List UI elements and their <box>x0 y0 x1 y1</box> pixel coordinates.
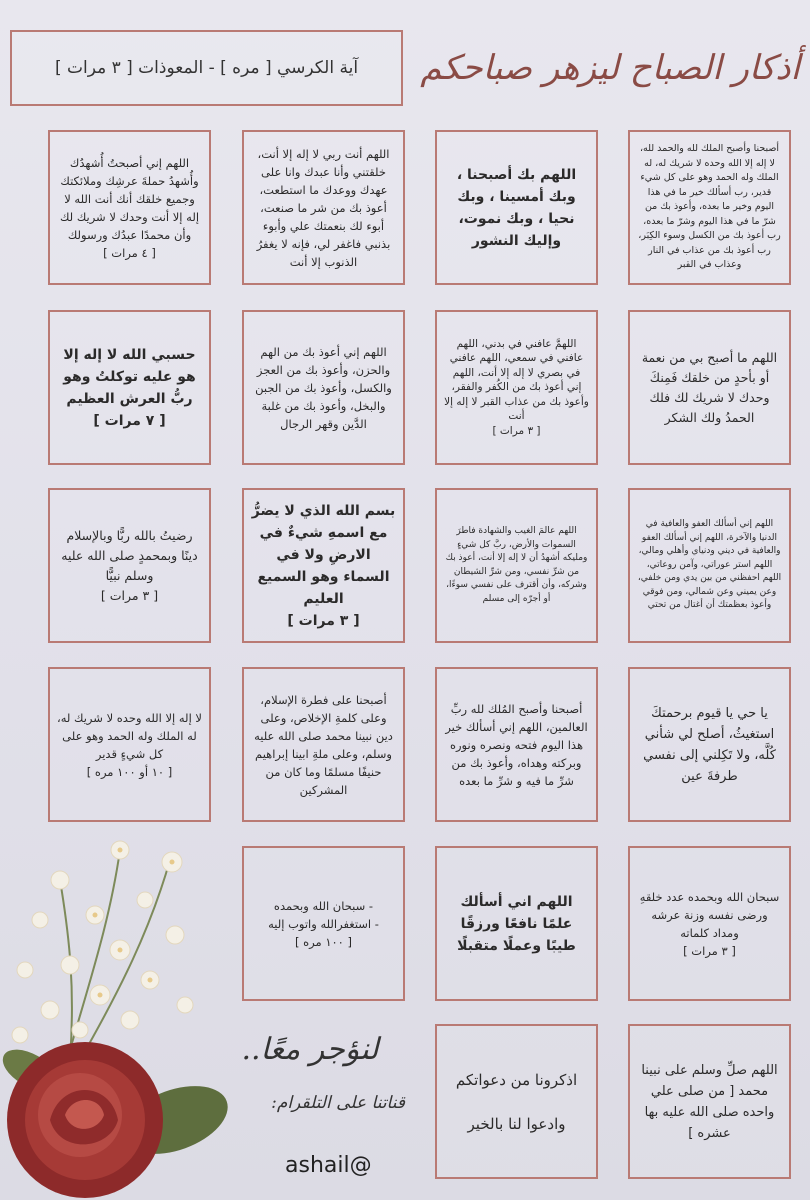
channel-handle: ashail@ <box>285 1153 372 1178</box>
flower-decoration <box>0 820 240 1200</box>
page-title: أذكار الصباح ليزهر صباحكم <box>420 48 800 88</box>
promo-line-2: قناتنا على التلقرام: <box>271 1093 405 1113</box>
dhikr-card-7: اللهم إني أعوذ بك من الهم والحزن، وأعوذ بك من العجز والكسل، وأعوذ بك من الجبن والبخل، وأعوذ بك من غلبة الدَّين وقهر الرجال <box>242 310 405 465</box>
dhikr-card-12: رضيتُ بالله ربًّا وبالإسلام دينًا وبمحمدٍ صلى الله عليه وسلم نبيًّا [ ٣ مرات ] <box>48 488 211 643</box>
dhikr-card-10: اللهم عالمَ الغيب والشهادة فاطرَ السموات والأرض، ربَّ كل شيءٍ ومليكه أشهدُ أن لا إله إلا أنت، أعوذ بك من شرِّ نفسي، ومن شرِّ الشيطان وشركه، وأن أقترف على نفسي سوءًا، أو أجرّه إلى مسلم <box>435 488 598 643</box>
dhikr-card-18: اللهم اني أسألك علمًا نافعًا ورزقًا طيبًا وعملًا متقبلًا <box>435 846 598 1001</box>
dhikr-card-13: يا حي يا قيوم برحمتكَ استغيثُ، أصلح لي شأني كُلَّه، ولا تَكِلني إلى نفسي طرفةَ عين <box>628 667 791 822</box>
dhikr-card-1: أصبحنا وأصبح الملك لله والحمد لله، لا إله إلا الله وحده لا شريك له، له الملك وله الحمد وهو على كل شيء قدير، رب أسألك خير ما في هذا اليوم وخير ما بعده، وأعوذ بك من شرّ ما في هذا اليوم وشرّ ما بعده، رب أعوذ بك من الكسل وسوء الكِبَر، رب أعوذ بك من عذاب في النار وعذاب في القبر <box>628 130 791 285</box>
dhikr-card-21: اذكرونا من دعواتكم وادعوا لنا بالخير <box>435 1024 598 1179</box>
dhikr-card-11: بسم الله الذي لا يضرُّ مع اسمهِ شيءٌ في الارضِ ولا في السماء وهو السميع العليم [ ٣ مرات ] <box>242 488 405 643</box>
dhikr-card-5: اللهم ما أصبح بي من نعمة أو بأحدٍ من خلقك فَمِنكَ وحدك لا شريك لك فلك الحمدُ ولك الشكر <box>628 310 791 465</box>
dhikr-card-17: سبحان الله وبحمده عدد خلقهِ ورضى نفسه وزنة عرشه ومداد كلماته [ ٣ مرات ] <box>628 846 791 1001</box>
dhikr-card-2: اللهم بك أصبحنا ، وبك أمسينا ، وبك نحيا ، وبك نموت، وإليك النشور <box>435 130 598 285</box>
dhikr-card-20: اللهم صلِّ وسلم على نبينا محمد [ من صلى علي واحده صلى الله عليه بها عشره ] <box>628 1024 791 1179</box>
dhikr-card-4: اللهم إني أصبحتُ أُشهدُك وأُشهدُ حملةَ عرشِك وملائكتك وجميع خلقك أنك أنت الله لا إله إلا أنت وحدك لا شريك لك وأن محمدًا عبدُك ورسولك [ ٤ مرات ] <box>48 130 211 285</box>
header-box <box>10 30 403 106</box>
dhikr-card-19: - سبحان الله وبحمده - استغفرالله واتوب إليه [ ١٠٠ مره ] <box>242 846 405 1001</box>
dhikr-card-3: اللهم أنت ربي لا إله إلا أنت، خلقتني وأنا عبدك وانا على عهدك ووعدك ما استطعت، أعوذ بك من شر ما صنعت، أبوء لك بنعمتك علي وأبوء بذنبي فاغفر لي، فإنه لا يغفرُ الذنوب إلا أنت <box>242 130 405 285</box>
promo-line-1: لنؤجر معًا.. <box>241 1032 379 1067</box>
dhikr-card-15: أصبحنا على فطرة الإسلام، وعلى كلمةِ الإخلاص، وعلى دين نبينا محمد صلى الله عليه وسلم، وعلى ملةِ ابينا إبراهيم حنيفًا مسلمًا وما كان من المشركين <box>242 667 405 822</box>
dhikr-card-8: حسبي الله لا إله إلا هو عليه توكلتُ وهو ربُّ العرش العظيم [ ٧ مرات ] <box>48 310 211 465</box>
dhikr-card-6: اللهمَّ عافني في بدني، اللهم عافني في سمعي، اللهم عافني في بصري لا إله إلا أنت، اللهم إني أعوذ بك من الكُفر والفقر، وأعوذ بك من عذاب القبر لا إله إلا أنت [ ٣ مرات ] <box>435 310 598 465</box>
dhikr-card-9: اللهم إني أسألك العفو والعافية في الدنيا والآخرة، اللهم إني أسألك العفو والعافية في ديني ودنياي وأهلي ومالي، اللهم استر عوراتي، وآمن روعاتي، اللهم احفظني من بين يدي ومن خلفي، وعن يميني وعن شمالي، ومن فوقي وأعوذ بعظمتك أن أغتال من تحتي <box>628 488 791 643</box>
header-text: آية الكرسي [ مره ] - المعوذات [ ٣ مرات ] <box>54 58 359 78</box>
dhikr-card-14: أصبحنا وأصبح المُلك لله ربِّ العالمين، اللهم إني أسألك خير هذا اليوم فتحه ونصره ونوره وبركته وهداه، وأعوذ بك من شرِّ ما فيه و شرِّ ما بعده <box>435 667 598 822</box>
dhikr-card-16: لا إله إلا الله وحده لا شريك له، له الملك وله الحمد وهو على كل شيءٍ قدير [ ١٠ أو ١٠٠ مره ] <box>48 667 211 822</box>
